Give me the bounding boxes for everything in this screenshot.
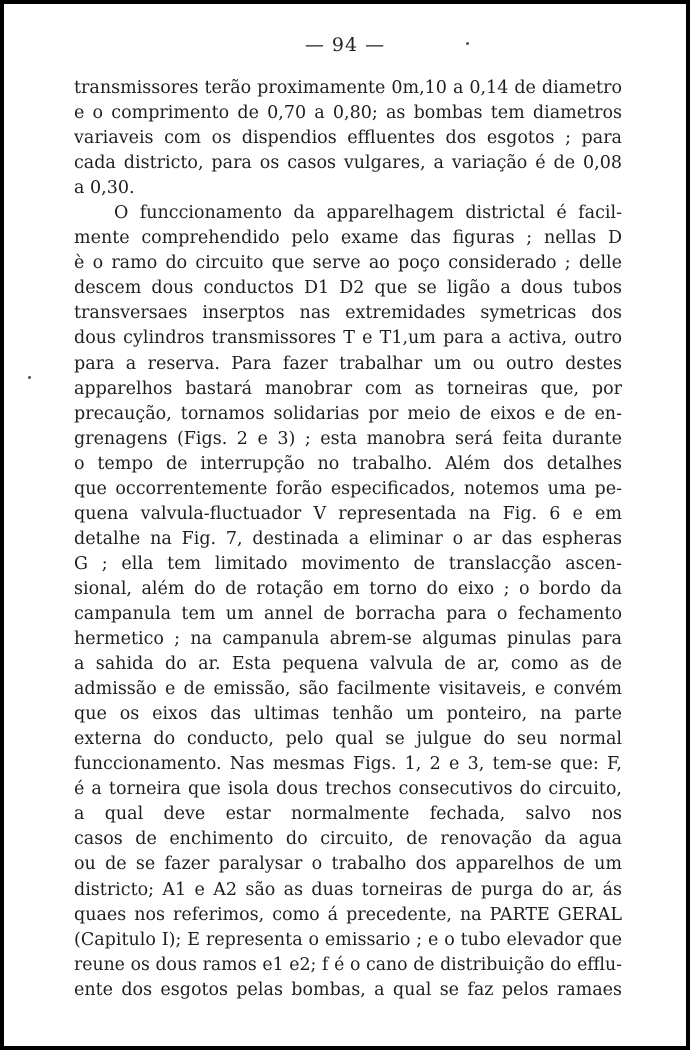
text-line: sional, além do de rotação em torno do eixo ; o bordo da <box>74 578 622 599</box>
text-line: districto; A1 e A2 são as duas torneiras de purga do ar, ás <box>74 879 622 900</box>
text-line: è o ramo do circuito que serve ao poço considerado ; delle <box>74 253 622 274</box>
text-line: ente dos esgotos pelas bombas, a qual se faz pelos ramaes <box>74 979 622 1000</box>
text-line: que os eixos das ultimas tenhão um ponteiro, na parte <box>74 704 622 725</box>
text-line: é a torneira que isola dous trechos consecutivos do circuito, <box>74 779 622 800</box>
text-line: a qual deve estar normalmente fechada, salvo nos <box>74 804 622 825</box>
text-line: que occorrentemente forão especificados, notemos uma pe- <box>74 478 622 499</box>
text-line: cada districto, para os casos vulgares, a variação é de 0,08 <box>74 153 622 174</box>
text-line: variaveis com os dispendios effluentes dos esgotos ; para <box>74 128 622 149</box>
text-line: G ; ella tem limitado movimento de translacção ascen- <box>74 553 622 574</box>
text-line: a 0,30. <box>74 178 135 199</box>
print-speck <box>28 376 31 379</box>
text-line: e o comprimento de 0,70 a 0,80; as bombas tem diametros <box>74 103 622 124</box>
text-line: apparelhos bastará manobrar com as torneiras que, por <box>74 378 622 399</box>
text-line: transmissores terão proximamente 0m,10 a 0,14 de diametro <box>74 78 622 98</box>
text-line: funccionamento. Nas mesmas Figs. 1, 2 e 3, tem-se que: F, <box>74 754 622 775</box>
text-line: O funccionamento da apparelhagem districtal é facil- <box>114 203 622 224</box>
text-line: detalhe na Fig. 7, destinada a eliminar o ar das espheras <box>74 528 622 549</box>
text-line: quena valvula-fluctuador V representada na Fig. 6 e em <box>74 503 622 524</box>
text-line: precaução, tornamos solidarias por meio de eixos e de en- <box>74 403 622 424</box>
page-number: — 94 — <box>304 34 386 56</box>
text-line: campanula tem um annel de borracha para o fechamento <box>74 603 622 624</box>
text-line: a sahida do ar. Esta pequena valvula de ar, como as de <box>74 654 622 675</box>
text-line: ou de se fazer paralysar o trabalho dos apparelhos de um <box>74 854 622 875</box>
text-line: reune os dous ramos e1 e2; f é o cano de distribuição do efflu- <box>74 954 622 975</box>
text-line: hermetico ; na campanula abrem-se algumas pinulas para <box>74 629 622 650</box>
body-text <box>74 76 622 1003</box>
text-line: transversaes inserptos nas extremidades symetricas dos <box>74 303 622 324</box>
text-line: o tempo de interrupção no trabalho. Além dos detalhes <box>74 453 622 474</box>
text-line: dous cylindros transmissores T e T1,um para a activa, outro <box>74 328 622 349</box>
text-line: casos de enchimento do circuito, de renovação da agua <box>74 829 622 850</box>
print-speck <box>466 42 469 45</box>
text-line: (Capitulo I); E representa o emissario ; e o tubo elevador que <box>74 929 622 950</box>
text-line: quaes nos referimos, como á precedente, na PARTE GERAL <box>74 904 622 925</box>
text-line: para a reserva. Para fazer trabalhar um ou outro destes <box>74 353 622 374</box>
page-frame <box>4 4 686 1046</box>
text-line: descem dous conductos D1 D2 que se ligão a dous tubos <box>74 278 622 299</box>
text-line: externa do conducto, pelo qual se julgue do seu normal <box>74 729 622 750</box>
text-line: mente comprehendido pelo exame das figuras ; nellas D <box>74 228 622 249</box>
text-line: grenagens (Figs. 2 e 3) ; esta manobra será feita durante <box>74 428 622 449</box>
text-line: admissão e de emissão, são facilmente visitaveis, e convém <box>74 679 622 700</box>
